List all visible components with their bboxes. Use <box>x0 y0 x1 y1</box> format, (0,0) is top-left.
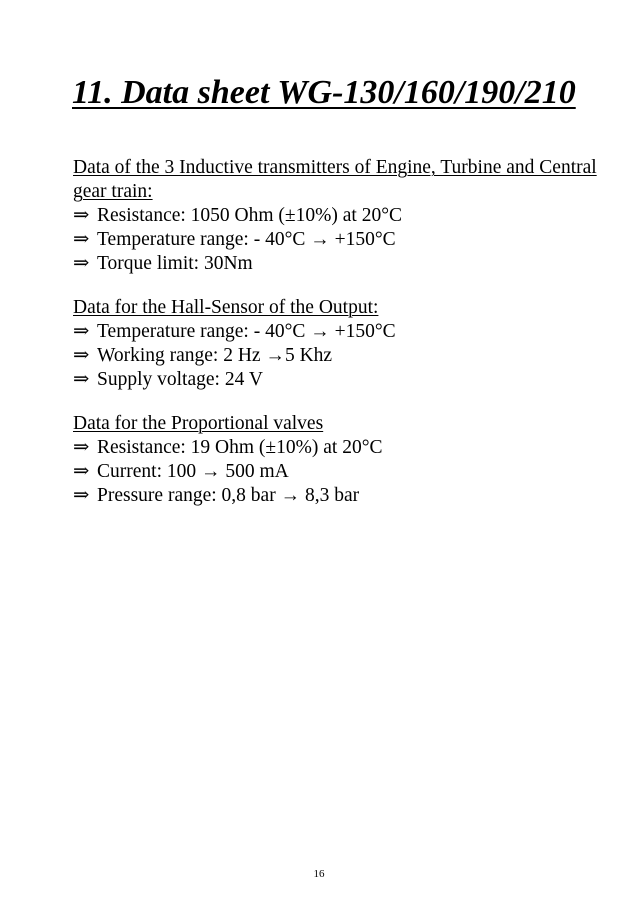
item-list <box>73 204 603 276</box>
item-list <box>73 436 603 508</box>
list-item-text: Pressure range: 0,8 bar → 8,3 bar <box>97 485 360 506</box>
double-arrow-icon: ⇒ <box>73 205 90 226</box>
section-inductive-transmitters <box>73 156 603 276</box>
item-list <box>73 320 603 392</box>
section-heading: Data for the Proportional valves <box>73 413 324 434</box>
double-arrow-icon: ⇒ <box>73 321 90 342</box>
list-item-text: Working range: 2 Hz →5 Khz <box>97 345 333 366</box>
list-item <box>73 484 603 508</box>
list-item <box>73 252 603 276</box>
list-item-text: Resistance: 1050 Ohm (±10%) at 20°C <box>97 205 402 226</box>
page-title: 11. Data sheet WG-130/160/190/210 <box>72 74 576 111</box>
list-item-text: Supply voltage: 24 V <box>97 369 263 390</box>
double-arrow-icon: ⇒ <box>73 229 90 250</box>
double-arrow-icon: ⇒ <box>73 437 90 458</box>
list-item-text: Current: 100 → 500 mA <box>97 461 289 482</box>
list-item-text: Torque limit: 30Nm <box>97 253 253 274</box>
double-arrow-icon: ⇒ <box>73 485 90 506</box>
list-item-text: Temperature range: - 40°C → +150°C <box>97 321 396 342</box>
list-item <box>73 460 603 484</box>
section-hall-sensor <box>73 296 603 392</box>
list-item <box>73 344 603 368</box>
double-arrow-icon: ⇒ <box>73 345 90 366</box>
list-item <box>73 320 603 344</box>
section-proportional-valves <box>73 412 603 508</box>
double-arrow-icon: ⇒ <box>73 253 90 274</box>
list-item <box>73 228 603 252</box>
double-arrow-icon: ⇒ <box>73 369 90 390</box>
section-heading: Data of the 3 Inductive transmitters of Engine, Turbine and Central gear train: <box>73 157 597 202</box>
list-item <box>73 204 603 228</box>
section-heading: Data for the Hall-Sensor of the Output: <box>73 297 379 318</box>
page-number: 16 <box>313 868 325 880</box>
list-item <box>73 436 603 460</box>
list-item-text: Temperature range: - 40°C → +150°C <box>97 229 396 250</box>
double-arrow-icon: ⇒ <box>73 461 90 482</box>
list-item-text: Resistance: 19 Ohm (±10%) at 20°C <box>97 437 383 458</box>
list-item <box>73 368 603 392</box>
